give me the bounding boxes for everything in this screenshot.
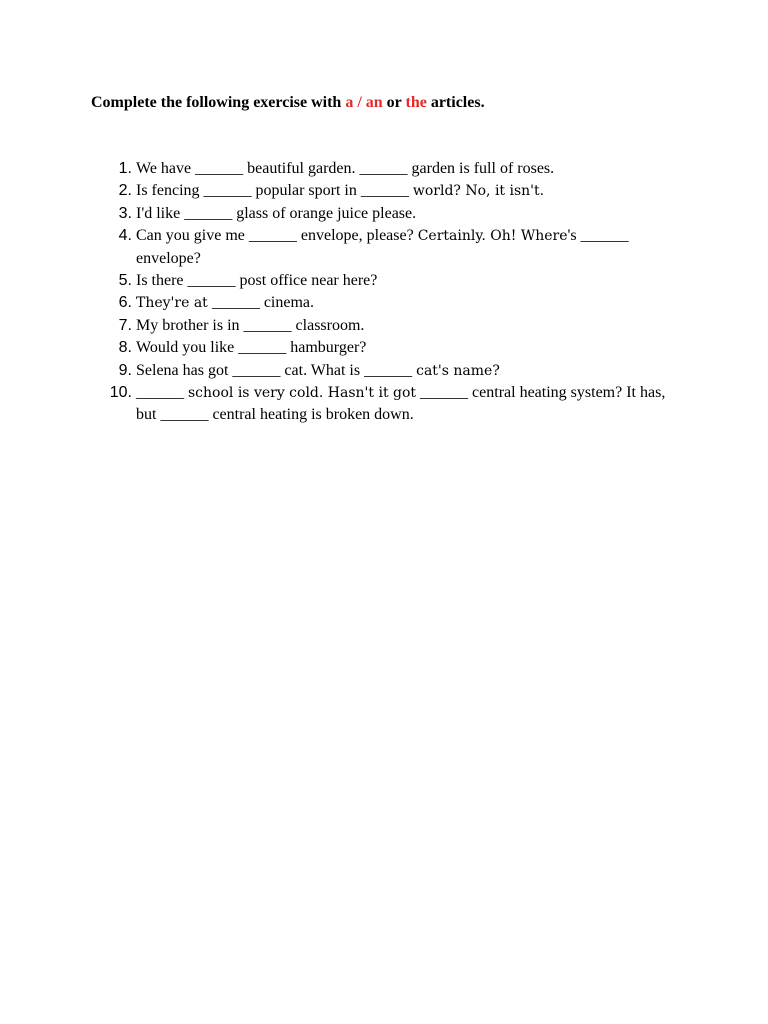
instruction-text-middle: or <box>382 94 406 111</box>
exercise-instruction <box>91 92 485 114</box>
exercise-item-3 <box>100 203 680 225</box>
item-number: 10. <box>109 384 132 402</box>
exercise-item-5 <box>100 270 680 292</box>
item-text-segment: 's ______ envelope? <box>136 227 629 267</box>
item-text-segment: school is very cold. Hasn't it got <box>188 385 417 402</box>
item-text-segment: cat's name? <box>416 362 500 379</box>
item-text-segment: Would you like ______ hamburger? <box>136 339 367 357</box>
item-text-segment: They're at <box>136 295 208 312</box>
item-text-segment: world? No, it isn't. <box>412 183 545 200</box>
instruction-accent-the: the <box>405 94 427 111</box>
item-number: 8. <box>118 339 132 357</box>
item-number: 7. <box>118 316 132 334</box>
item-number: 2. <box>118 182 132 200</box>
exercise-item-9 <box>100 360 680 382</box>
item-number: 4. <box>118 227 132 245</box>
exercise-list <box>100 158 680 427</box>
instruction-accent-a-an: a / an <box>345 94 383 111</box>
item-text-segment: Is there ______ post office near here? <box>136 272 378 290</box>
item-text-segment: ______ cinema. <box>207 294 315 312</box>
item-text-segment: ______ central heating system? It has, but ______ central heating is broken down. <box>136 384 666 424</box>
item-text-segment: Selena has got ______ cat. What is ______ <box>136 361 417 379</box>
item-text-segment: Can you give me ______ envelope, please? <box>136 227 418 245</box>
item-text-segment: I'd like ______ glass of orange juice please. <box>136 204 417 222</box>
instruction-text-start: Complete the following exercise with <box>91 94 346 111</box>
exercise-item-2 <box>100 180 680 202</box>
exercise-item-4 <box>100 225 680 270</box>
item-text-segment: Is fencing ______ popular sport in ______ <box>136 182 413 200</box>
instruction-text-end: articles. <box>426 94 485 111</box>
item-text-segment: ______ <box>136 384 188 402</box>
exercise-item-8 <box>100 337 680 359</box>
item-number: 6. <box>118 294 132 312</box>
exercise-item-6 <box>100 292 680 314</box>
item-number: 9. <box>118 361 132 379</box>
exercise-item-1 <box>100 158 680 180</box>
exercise-item-7 <box>100 315 680 337</box>
item-number: 1. <box>118 160 132 177</box>
item-text-segment: Certainly. Oh! Where <box>417 228 568 245</box>
item-number: 5. <box>118 272 132 290</box>
item-number: 3. <box>118 204 132 222</box>
exercise-item-10 <box>100 382 680 427</box>
item-text-segment: My brother is in ______ classroom. <box>136 316 365 334</box>
item-text-segment: We have ______ beautiful garden. ______ garden is full of roses. <box>136 160 555 177</box>
